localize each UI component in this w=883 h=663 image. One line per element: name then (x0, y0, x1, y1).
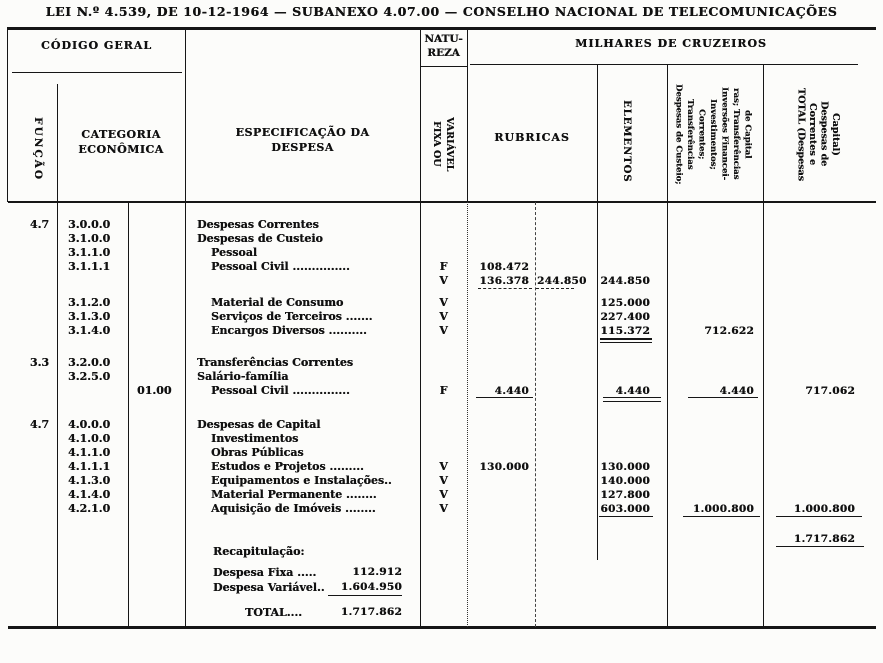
cell-despesas-grupo (667, 232, 763, 246)
cell-elementos (597, 356, 667, 370)
cell-rubrica-2: 244.850 (537, 275, 587, 287)
cell-total (763, 474, 875, 488)
cell-despesas-grupo (667, 260, 763, 274)
table-row (8, 232, 875, 246)
cell-natureza (420, 232, 467, 246)
rule-natureza-rubricas-header (467, 27, 468, 202)
cell-codigo: 4.1.1.0 (68, 446, 111, 459)
cell-rubrica-1 (467, 310, 535, 324)
table-row (8, 432, 875, 446)
cell-elementos (597, 218, 667, 232)
header-especificacao-line1: ESPECIFICAÇÃO DA (235, 126, 370, 139)
cell-total (763, 488, 875, 502)
cell-rubrica-2 (535, 324, 597, 338)
header-fixa-line1: FIXA OU (431, 121, 442, 167)
cell-codigo: 3.0.0.0 (68, 218, 111, 231)
cell-especificacao: Despesas Correntes (197, 218, 319, 231)
cell-rubrica-1 (467, 324, 535, 338)
cell-codigo: 3.2.0.0 (68, 356, 111, 369)
table-row (8, 370, 875, 384)
header-total-line2: Correntes e (807, 103, 818, 165)
recap-row-fixa (185, 565, 420, 580)
cell-elementos: 125.000 (600, 297, 650, 309)
cell-rubrica-2 (535, 356, 597, 370)
cell-despesas-grupo (667, 474, 763, 488)
cell-elementos: 130.000 (600, 461, 650, 473)
cell-total (763, 246, 875, 260)
cell-rubrica-2 (535, 460, 597, 474)
cell-total (763, 324, 875, 338)
cell-rubrica-1 (467, 446, 535, 460)
cell-total (763, 432, 875, 446)
table-body (8, 212, 875, 546)
cell-total (763, 260, 875, 274)
cell-total (763, 460, 875, 474)
cell-despesas-grupo (667, 274, 763, 288)
cell-subcodigo (128, 502, 185, 516)
cell-despesas-grupo (667, 310, 763, 324)
cell-despesas-grupo: 712.622 (704, 325, 754, 337)
table-row (8, 274, 875, 288)
header-despesas-grupo-line1: Despesas de Custeio; (673, 83, 684, 185)
cell-elementos (597, 370, 667, 384)
cell-rubrica-2 (535, 502, 597, 516)
cell-rubrica-1: 4.440 (494, 385, 529, 397)
recap-row-variavel (185, 580, 420, 595)
cell-especificacao: Pessoal (211, 246, 258, 259)
cell-especificacao: Obras Públicas (211, 446, 304, 459)
header-despesas-grupo-line6: ras; Transferências (731, 88, 741, 180)
cell-rubrica-1 (467, 488, 535, 502)
cell-funcao (8, 460, 57, 474)
cell-codigo: 3.1.2.0 (68, 296, 111, 309)
cell-subcodigo (128, 356, 185, 370)
cell-natureza: V (439, 474, 448, 487)
cell-subcodigo (128, 310, 185, 324)
cell-rubrica-1: 130.000 (479, 461, 529, 473)
sumline-total-1717862 (776, 546, 864, 547)
cell-despesas-grupo: 4.440 (719, 385, 754, 397)
cell-rubrica-2 (535, 310, 597, 324)
cell-natureza: F (439, 260, 448, 273)
header-total-line1: TOTAL (Despesas (795, 87, 807, 181)
cell-rubrica-1 (467, 370, 535, 384)
cell-despesas-grupo: 1.000.800 (692, 503, 754, 515)
cell-total (763, 418, 875, 432)
cell-funcao (8, 310, 57, 324)
cell-rubrica-2 (535, 296, 597, 310)
cell-funcao (8, 446, 57, 460)
cell-despesas-grupo (667, 296, 763, 310)
cell-codigo: 4.2.1.0 (68, 502, 111, 515)
cell-codigo: 3.1.1.1 (68, 260, 111, 273)
cell-codigo: 3.1.0.0 (68, 232, 111, 245)
cell-rubrica-1: 108.472 (479, 261, 529, 273)
cell-rubrica-2 (535, 260, 597, 274)
header-total-vertical (795, 70, 841, 198)
header-despesas-grupo-line2: Transferências (685, 98, 695, 170)
cell-especificacao: Transferências Correntes (197, 356, 353, 369)
rule-top (8, 27, 876, 30)
table-row (8, 324, 875, 338)
cell-especificacao: Despesas de Custeio (197, 232, 323, 245)
cell-rubrica-2 (535, 218, 597, 232)
cell-codigo (57, 384, 128, 398)
cell-rubrica-1 (467, 474, 535, 488)
recap-fixa-label: Despesa Fixa ..... (213, 566, 317, 579)
document-title: LEI N.º 4.539, DE 10-12-1964 — SUBANEXO 4.07.00 — CONSELHO NACIONAL DE TELECOMUNICAÇÕES (45, 4, 838, 19)
cell-elementos (597, 418, 667, 432)
cell-elementos: 227.400 (600, 311, 650, 323)
rule-bottom (8, 626, 876, 629)
cell-funcao (8, 502, 57, 516)
cell-subcodigo (128, 296, 185, 310)
cell-elementos: 140.000 (600, 475, 650, 487)
cell-rubrica-1 (467, 432, 535, 446)
rule-under-natureza (420, 66, 467, 67)
cell-natureza: V (439, 488, 448, 501)
header-despesas-grupo-line3: Correntes; (696, 108, 707, 160)
header-elementos-vertical: ELEMENTOS (621, 99, 632, 183)
recap-total-label: TOTAL.... (245, 606, 302, 619)
cell-subcodigo (128, 474, 185, 488)
cell-funcao (8, 274, 57, 288)
cell-despesas-grupo (667, 532, 763, 546)
cell-natureza: F (439, 384, 448, 397)
header-despesas-grupo-line7: de Capital (742, 109, 753, 159)
cell-funcao (8, 260, 57, 274)
cell-natureza (420, 432, 467, 446)
cell-despesas-grupo (667, 218, 763, 232)
table-row (8, 502, 875, 516)
cell-subcodigo (128, 246, 185, 260)
header-rubricas: RUBRICAS (494, 131, 570, 144)
cell-natureza: V (439, 502, 448, 515)
cell-funcao: 4.7 (29, 218, 49, 231)
cell-natureza: V (439, 310, 448, 323)
cell-especificacao: Serviços de Terceiros ....... (211, 310, 373, 323)
rule-under-milhares (470, 64, 858, 65)
cell-despesas-grupo (667, 356, 763, 370)
cell-despesas-grupo (667, 446, 763, 460)
cell-subcodigo (128, 324, 185, 338)
cell-especificacao: Salário-família (197, 370, 289, 383)
cell-funcao (8, 532, 57, 546)
cell-elementos (597, 246, 667, 260)
cell-rubrica-2 (535, 488, 597, 502)
cell-especificacao: Material de Consumo (211, 296, 344, 309)
cell-funcao (8, 246, 57, 260)
cell-subcodigo (128, 432, 185, 446)
cell-total (763, 446, 875, 460)
cell-natureza (420, 418, 467, 432)
cell-rubrica-2 (535, 446, 597, 460)
header-natureza-line1: NATU- (424, 33, 463, 45)
cell-elementos (597, 446, 667, 460)
cell-rubrica-2 (535, 384, 597, 398)
cell-rubrica-1 (467, 218, 535, 232)
cell-elementos (597, 432, 667, 446)
cell-elementos: 115.372 (600, 325, 650, 337)
cell-total (763, 218, 875, 232)
cell-codigo: 3.1.3.0 (68, 310, 111, 323)
header-fixa-ou-variavel-vertical (430, 96, 456, 192)
cell-funcao: 3.3 (29, 356, 49, 369)
cell-codigo (57, 532, 128, 546)
header-especificacao (185, 125, 420, 155)
cell-elementos: 127.800 (600, 489, 650, 501)
cell-natureza (420, 446, 467, 460)
cell-rubrica-1 (467, 502, 535, 516)
cell-despesas-grupo (667, 246, 763, 260)
cell-total: 1.717.862 (793, 533, 855, 545)
rule-under-codigo (12, 72, 182, 73)
cell-total (763, 274, 875, 288)
cell-natureza (420, 218, 467, 232)
header-categoria-economica (57, 127, 185, 157)
recap-row-total (185, 605, 420, 620)
cell-rubrica-2 (535, 232, 597, 246)
cell-funcao (8, 296, 57, 310)
table-row (8, 474, 875, 488)
cell-despesas-grupo (667, 460, 763, 474)
cell-funcao (8, 384, 57, 398)
header-natureza (420, 32, 467, 60)
cell-rubrica-1 (467, 246, 535, 260)
cell-funcao (8, 370, 57, 384)
cell-codigo: 4.1.0.0 (68, 432, 111, 445)
cell-especificacao: Estudos e Projetos ......... (211, 460, 364, 473)
cell-subcodigo (128, 488, 185, 502)
cell-especificacao: Pessoal Civil ............... (211, 260, 350, 273)
cell-natureza: V (439, 296, 448, 309)
cell-total (763, 296, 875, 310)
table-row (8, 356, 875, 370)
cell-elementos (597, 260, 667, 274)
cell-subcodigo: 01.00 (137, 384, 172, 397)
cell-subcodigo (128, 218, 185, 232)
table-row (8, 446, 875, 460)
cell-rubrica-2 (535, 432, 597, 446)
cell-elementos (597, 232, 667, 246)
cell-rubrica-2 (535, 246, 597, 260)
table-row (8, 460, 875, 474)
cell-codigo: 4.0.0.0 (68, 418, 111, 431)
cell-natureza: V (439, 274, 448, 287)
rule-left-border (7, 27, 8, 202)
cell-funcao: 4.7 (29, 418, 49, 431)
cell-elementos: 244.850 (600, 275, 650, 287)
cell-funcao (8, 488, 57, 502)
cell-subcodigo (128, 232, 185, 246)
cell-especificacao: Material Permanente ........ (211, 488, 377, 501)
header-despesas-grupo-vertical (672, 68, 753, 200)
cell-rubrica-1 (467, 232, 535, 246)
table-row (8, 532, 875, 546)
cell-especificacao: Despesas de Capital (197, 418, 321, 431)
cell-codigo: 4.1.4.0 (68, 488, 111, 501)
cell-codigo: 4.1.1.1 (68, 460, 111, 473)
header-fixa-line2: VARIÁVEL (444, 116, 455, 172)
cell-rubrica-1 (467, 296, 535, 310)
cell-especificacao: Equipamentos e Instalações.. (211, 474, 392, 487)
recap-fixa-value: 112.912 (352, 566, 402, 578)
table-row (8, 296, 875, 310)
header-total-line4: Capital) (830, 112, 841, 156)
cell-especificacao: Aquisição de Imóveis ........ (211, 502, 376, 515)
header-natureza-line2: REZA (427, 47, 460, 59)
cell-subcodigo (128, 260, 185, 274)
header-funcao-vertical: FUNÇÃO (32, 117, 44, 181)
cell-elementos: 603.000 (600, 503, 650, 515)
cell-elementos: 4.440 (615, 385, 650, 397)
header-especificacao-line2: DESPESA (271, 141, 334, 154)
cell-subcodigo (128, 532, 185, 546)
cell-rubrica-2 (535, 474, 597, 488)
cell-subcodigo (128, 370, 185, 384)
cell-total: 717.062 (805, 385, 855, 397)
cell-especificacao (185, 274, 420, 288)
rule-header-bottom (8, 201, 876, 203)
recap-section (185, 544, 420, 620)
cell-codigo (57, 274, 128, 288)
header-milhares-de-cruzeiros: MILHARES DE CRUZEIROS (575, 37, 767, 50)
cell-subcodigo (128, 274, 185, 288)
table-row (8, 418, 875, 432)
header-categoria-line2: ECONÔMICA (78, 143, 164, 156)
cell-despesas-grupo (667, 432, 763, 446)
cell-despesas-grupo (667, 370, 763, 384)
cell-natureza: V (439, 460, 448, 473)
recap-total-value: 1.717.862 (340, 606, 402, 618)
cell-codigo: 3.2.5.0 (68, 370, 111, 383)
cell-rubrica-2 (535, 418, 597, 432)
cell-rubrica-2 (535, 370, 597, 384)
cell-elementos (597, 532, 667, 546)
cell-rubrica-1 (467, 532, 535, 546)
cell-rubrica-2 (535, 532, 597, 546)
cell-natureza: V (439, 324, 448, 337)
cell-subcodigo (128, 418, 185, 432)
cell-funcao (8, 474, 57, 488)
cell-codigo: 3.1.1.0 (68, 246, 111, 259)
cell-funcao (8, 324, 57, 338)
table-row (8, 246, 875, 260)
cell-codigo: 4.1.3.0 (68, 474, 111, 487)
header-despesas-grupo-line4: Investimentos; (708, 98, 718, 170)
cell-especificacao: Encargos Diversos .......... (211, 324, 367, 337)
header-despesas-grupo-line5: Inversões Financei- (719, 87, 730, 181)
header-categoria-line1: CATEGORIA (81, 128, 161, 141)
table-row (8, 218, 875, 232)
cell-despesas-grupo (667, 418, 763, 432)
cell-subcodigo (128, 460, 185, 474)
cell-total (763, 232, 875, 246)
cell-natureza (420, 532, 467, 546)
cell-rubrica-1 (467, 356, 535, 370)
cell-despesas-grupo (667, 488, 763, 502)
cell-natureza (420, 370, 467, 384)
cell-especificacao: Pessoal Civil ............... (211, 384, 350, 397)
cell-rubrica-1: 136.378 (479, 275, 529, 287)
cell-rubrica-1 (467, 418, 535, 432)
recap-variavel-label: Despesa Variável.. (213, 581, 325, 594)
cell-funcao (8, 432, 57, 446)
cell-total: 1.000.800 (793, 503, 855, 515)
table-row (8, 260, 875, 274)
table-row (8, 488, 875, 502)
cell-subcodigo (128, 446, 185, 460)
table-row (8, 310, 875, 324)
recap-variavel-value: 1.604.950 (340, 581, 402, 593)
cell-total (763, 370, 875, 384)
header-total-line3: Despesas de (818, 101, 830, 167)
header-codigo-geral: CÓDIGO GERAL (40, 39, 153, 52)
table-row (8, 384, 875, 398)
recap-title: Recapitulação: (213, 545, 305, 558)
cell-funcao (8, 232, 57, 246)
cell-natureza (420, 246, 467, 260)
cell-especificacao: Investimentos (211, 432, 299, 445)
cell-codigo: 3.1.4.0 (68, 324, 111, 337)
cell-total (763, 356, 875, 370)
cell-total (763, 310, 875, 324)
cell-natureza (420, 356, 467, 370)
